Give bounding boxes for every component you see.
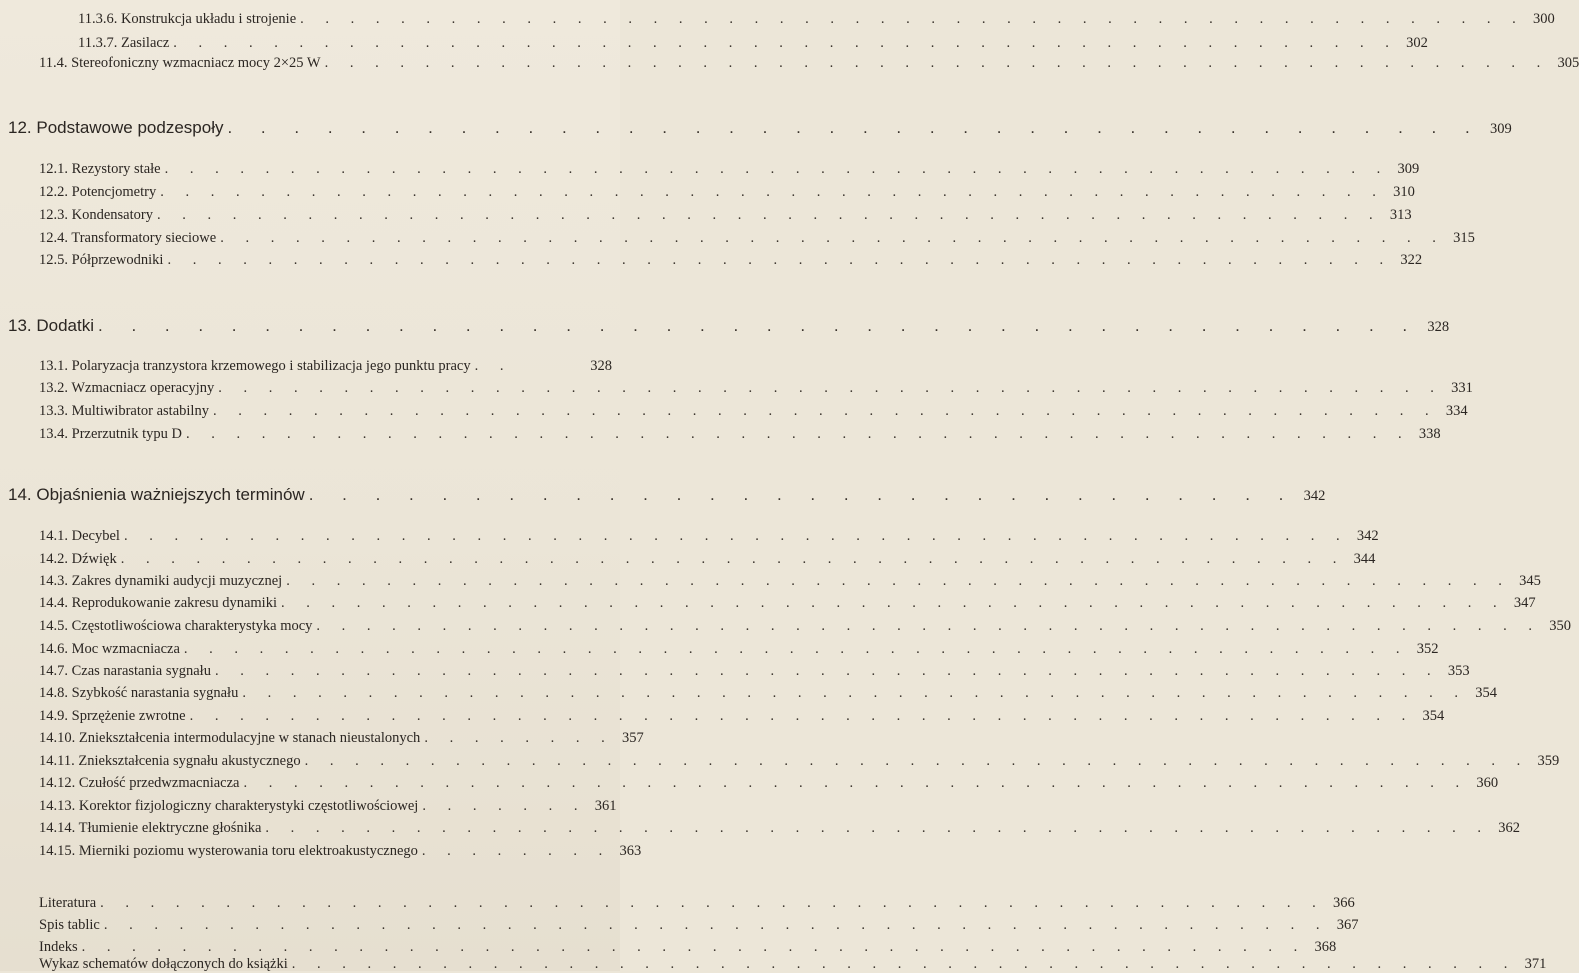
leader-dots: . . . . . . . . . . . . . . . . . . . . . . . . . . . . . . . . . . . . . . . . . . . . . . . . .	[220, 230, 1445, 246]
toc-page-number: 363	[619, 843, 642, 859]
toc-entry	[39, 916, 1359, 934]
leader-dots: . . . . . . . .	[421, 843, 612, 859]
toc-entry-label: 14.1. Decybel	[39, 528, 120, 544]
leader-dots: . . . . . . . . . . . . . . . . . . . . . . . . . . . . . . . . . . . . . . . . . . . . . . . . .	[280, 595, 1506, 611]
toc-entry	[39, 662, 1470, 680]
toc-page-number: 313	[1389, 207, 1412, 223]
leader-dots: . . . . . . . . . . . . . . . . . . . . . . . . . . . . . . . . . . . . . . . . . . . . . . . . .	[183, 641, 1409, 657]
toc-entry-label: 14.3. Zakres dynamiki audycji muzycznej	[39, 573, 283, 589]
toc-entry	[39, 183, 1415, 201]
toc-entry	[39, 594, 1536, 612]
chapter-title: 12. Podstawowe podzespoły	[8, 118, 224, 137]
leader-dots: . . . . . . . . . . . . . . . . . . . . . . . . . . . . . . . . . . . . . . . . . . . . . . . . .	[189, 708, 1415, 724]
toc-page-number: 342	[1356, 528, 1379, 544]
leader-dots: . . . . . . . . . . . . . . . . . . . . . . . . . . . . . . . . . . . . . . . . . . . . . . . . .	[316, 618, 1542, 634]
toc-page-number: 361	[594, 798, 617, 814]
leader-dots: . . . . . . . . . . . . . . . . . . . . . . . . . . . . . . . . . . . . . . . . . . . . . . . . .	[300, 11, 1525, 27]
toc-page-number: 315	[1453, 230, 1475, 246]
toc-page-number: 362	[1498, 820, 1521, 836]
toc-entry	[39, 729, 644, 747]
toc-entry-label: 13.4. Przerzutnik typu D	[39, 426, 182, 442]
leader-dots: . . . . . . . . . . . . . . . . . . . . . . . . . . . . . .	[308, 485, 1296, 504]
leader-dots: . . . . . . . . . . . . . . . . . . . . . . . . . . . . . . . . . . . . . . . . . . . . . . . . .	[304, 753, 1530, 769]
toc-page-number: 352	[1416, 641, 1439, 657]
toc-entry-label: 12.2. Potencjometry	[39, 184, 157, 200]
toc-page-number: 354	[1422, 708, 1445, 724]
toc-page-number: 368	[1314, 939, 1337, 955]
toc-entry	[39, 527, 1379, 545]
toc-entry-label: 13.1. Polaryzacja tranzystora krzemowego i stabilizacja jego punktu pracy	[39, 358, 471, 374]
toc-entry	[39, 206, 1412, 224]
toc-page-number: 354	[1475, 685, 1497, 701]
toc-entry	[39, 572, 1541, 590]
toc-entry	[39, 938, 1337, 956]
toc-entry	[39, 842, 642, 860]
toc-entry-label: 11.3.7. Zasilacz	[78, 35, 170, 51]
toc-page-number: 367	[1336, 917, 1359, 933]
chapter-heading	[8, 484, 1326, 507]
toc-entry	[39, 955, 1547, 973]
toc-entry-label: 14.6. Moc wzmacniacza	[39, 641, 180, 657]
leader-dots: . . . . . . . . . . . . . . . . . . . . . . . . . . . . . . . . . . . . . . . . . . . . . . . . .	[164, 161, 1390, 177]
leader-dots: . . . . . . . .	[424, 730, 614, 746]
toc-page-number: 360	[1476, 775, 1499, 791]
toc-page-number: 350	[1549, 618, 1572, 634]
leader-dots: . . . . . . . . . . . . . . . . . . . . . . . . . . . . . . . . . . . . . . . . . . . . . . . . .	[324, 55, 1550, 71]
toc-entry	[39, 640, 1439, 658]
leader-dots: . .	[474, 358, 513, 374]
toc-page-number: 371	[1524, 956, 1547, 972]
leader-dots: . . . . . . . . . . . . . . . . . . . . . . . . . . . . . . . . . . . . . . . . . . . . . . . . .	[218, 380, 1443, 396]
toc-entry	[39, 402, 1468, 420]
leader-dots: . . . . . . . . . . . . . . . . . . . . . . . . . . . . . . . . . . . . . . . . . . . . . . . . .	[291, 956, 1517, 972]
toc-entry	[39, 425, 1441, 443]
chapter-title: 13. Dodatki	[8, 316, 94, 335]
toc-entry	[39, 797, 617, 815]
toc-entry	[78, 34, 1428, 52]
leader-dots: . . . . . . . . . . . . . . . . . . . . . . . . . . . . . . . . . . . . . . . . . . . . . . . . .	[156, 207, 1382, 223]
toc-page-number: 342	[1303, 488, 1326, 504]
toc-page-number: 331	[1451, 380, 1473, 396]
toc-entry-label: 11.3.6. Konstrukcja układu i strojenie	[78, 11, 297, 27]
toc-page-number: 334	[1445, 403, 1468, 419]
toc-entry-label: 14.10. Zniekształcenia intermodulacyjne w stanach nieustalonych	[39, 730, 421, 746]
leader-dots: . . . . . . . . . . . . . . . . . . . . . . . . . . . . . . . . . . . . . . . . . . . . . . . . .	[173, 35, 1398, 51]
toc-entry-label: Wykaz schematów dołączonych do książki	[39, 956, 288, 972]
toc-page-number: 309	[1397, 161, 1420, 177]
toc-entry-label: 14.9. Sprzężenie zwrotne	[39, 708, 186, 724]
toc-entry	[39, 684, 1497, 702]
leader-dots: . . . . . . . . . . . . . . . . . . . . . . . . . . . . . . . . . . . . . . . . . . . . . . . . .	[286, 573, 1511, 589]
leader-dots: . . . . . . . . . . . . . . . . . . . . . . . . . . . . . . . . . . . . . .	[227, 118, 1482, 137]
toc-entry-label: 14.11. Zniekształcenia sygnału akustycznego	[39, 753, 301, 769]
toc-page-number: 300	[1533, 11, 1555, 27]
toc-entry-label: 14.7. Czas narastania sygnału	[39, 663, 211, 679]
toc-entry-label: 12.3. Kondensatory	[39, 207, 153, 223]
chapter-heading	[8, 315, 1450, 338]
leader-dots: . . . . . . . . . . . . . . . . . . . . . . . . . . . . . . . . . . . . . . . . . . . . . . . . .	[120, 551, 1346, 567]
toc-page-number: 305	[1557, 55, 1579, 71]
toc-page-number: 338	[1418, 426, 1441, 442]
toc-entry-label: 14.12. Czułość przedwzmacniacza	[39, 775, 240, 791]
leader-dots: . . . . . . . . . . . . . . . . . . . . . . . . . . . . . . . . . . . . . . . . . . . . . . . . .	[100, 895, 1325, 911]
toc-entry	[39, 160, 1420, 178]
chapter-title: 14. Objaśnienia ważniejszych terminów	[8, 485, 305, 504]
toc-entry-label: 14.13. Korektor fizjologiczny charakterystyki częstotliwościowej	[39, 798, 419, 814]
toc-entry-label: 12.5. Półprzewodniki	[39, 252, 164, 268]
leader-dots: . . . . . . .	[422, 798, 587, 814]
toc-entry	[39, 707, 1445, 725]
toc-entry	[39, 752, 1560, 770]
toc-page-number: 344	[1353, 551, 1376, 567]
toc-entry	[39, 550, 1376, 568]
toc-entry-label: 14.4. Reprodukowanie zakresu dynamiki	[39, 595, 277, 611]
toc-entry-label: 12.4. Transformatory sieciowe	[39, 230, 217, 246]
toc-page-number: 309	[1489, 121, 1512, 137]
toc-entry-label: 12.1. Rezystory stałe	[39, 161, 161, 177]
toc-entry	[39, 894, 1355, 912]
chapter-heading	[8, 117, 1512, 140]
leader-dots: . . . . . . . . . . . . . . . . . . . . . . . . . . . . . . . . . . . . . . . .	[98, 316, 1420, 335]
toc-entry	[39, 357, 612, 375]
leader-dots: . . . . . . . . . . . . . . . . . . . . . . . . . . . . . . . . . . . . . . . . . . . . . . . . .	[160, 184, 1385, 200]
leader-dots: . . . . . . . . . . . . . . . . . . . . . . . . . . . . . . . . . . . . . . . . . . . . . . . . .	[265, 820, 1491, 836]
toc-entry	[39, 617, 1572, 635]
toc-entry	[39, 54, 1579, 72]
toc-entry-label: 14.5. Częstotliwościowa charakterystyka mocy	[39, 618, 313, 634]
toc-entry	[39, 229, 1475, 247]
leader-dots: . . . . . . . . . . . . . . . . . . . . . . . . . . . . . . . . . . . . . . . . . . . . . . . . .	[214, 663, 1440, 679]
toc-page-number: 345	[1519, 573, 1541, 589]
toc-entry	[78, 10, 1555, 28]
toc-page-number: 328	[590, 358, 612, 374]
toc-page-number: 322	[1400, 252, 1423, 268]
toc-entry	[39, 819, 1521, 837]
toc-entry-label: Spis tablic	[39, 917, 100, 933]
toc-page-number: 353	[1447, 663, 1470, 679]
leader-dots: . . . . . . . . . . . . . . . . . . . . . . . . . . . . . . . . . . . . . . . . . . . . . . . . .	[81, 939, 1307, 955]
toc-page-number: 357	[621, 730, 644, 746]
toc-page-number: 366	[1333, 895, 1355, 911]
toc-entry-label: 14.14. Tłumienie elektryczne głośnika	[39, 820, 262, 836]
toc-entry	[39, 774, 1499, 792]
toc-entry-label: 13.2. Wzmacniacz operacyjny	[39, 380, 215, 396]
toc-page-number: 328	[1427, 319, 1450, 335]
toc-entry-label: 14.2. Dźwięk	[39, 551, 117, 567]
toc-entry-label: 13.3. Multiwibrator astabilny	[39, 403, 209, 419]
leader-dots: . . . . . . . . . . . . . . . . . . . . . . . . . . . . . . . . . . . . . . . . . . . . . . . . .	[167, 252, 1393, 268]
toc-entry-label: 14.8. Szybkość narastania sygnału	[39, 685, 239, 701]
toc-entry-label: Literatura	[39, 895, 97, 911]
toc-page-number: 347	[1513, 595, 1536, 611]
toc-page-number: 310	[1393, 184, 1415, 200]
leader-dots: . . . . . . . . . . . . . . . . . . . . . . . . . . . . . . . . . . . . . . . . . . . . . . . . .	[243, 775, 1469, 791]
toc-entry-label: 14.15. Mierniki poziomu wysterowania toru elektroakustycznego	[39, 843, 418, 859]
leader-dots: . . . . . . . . . . . . . . . . . . . . . . . . . . . . . . . . . . . . . . . . . . . . . . . . .	[185, 426, 1411, 442]
toc-page-number: 359	[1537, 753, 1560, 769]
toc-entry-label: Indeks	[39, 939, 78, 955]
leader-dots: . . . . . . . . . . . . . . . . . . . . . . . . . . . . . . . . . . . . . . . . . . . . . . . . .	[123, 528, 1349, 544]
toc-entry	[39, 379, 1473, 397]
toc-entry	[39, 251, 1423, 269]
toc-entry-label: 11.4. Stereofoniczny wzmacniacz mocy 2×25 W	[39, 55, 321, 71]
leader-dots: . . . . . . . . . . . . . . . . . . . . . . . . . . . . . . . . . . . . . . . . . . . . . . . . .	[212, 403, 1438, 419]
toc-page-number: 302	[1406, 35, 1428, 51]
leader-dots: . . . . . . . . . . . . . . . . . . . . . . . . . . . . . . . . . . . . . . . . . . . . . . . . .	[242, 685, 1467, 701]
leader-dots: . . . . . . . . . . . . . . . . . . . . . . . . . . . . . . . . . . . . . . . . . . . . . . . . .	[103, 917, 1329, 933]
